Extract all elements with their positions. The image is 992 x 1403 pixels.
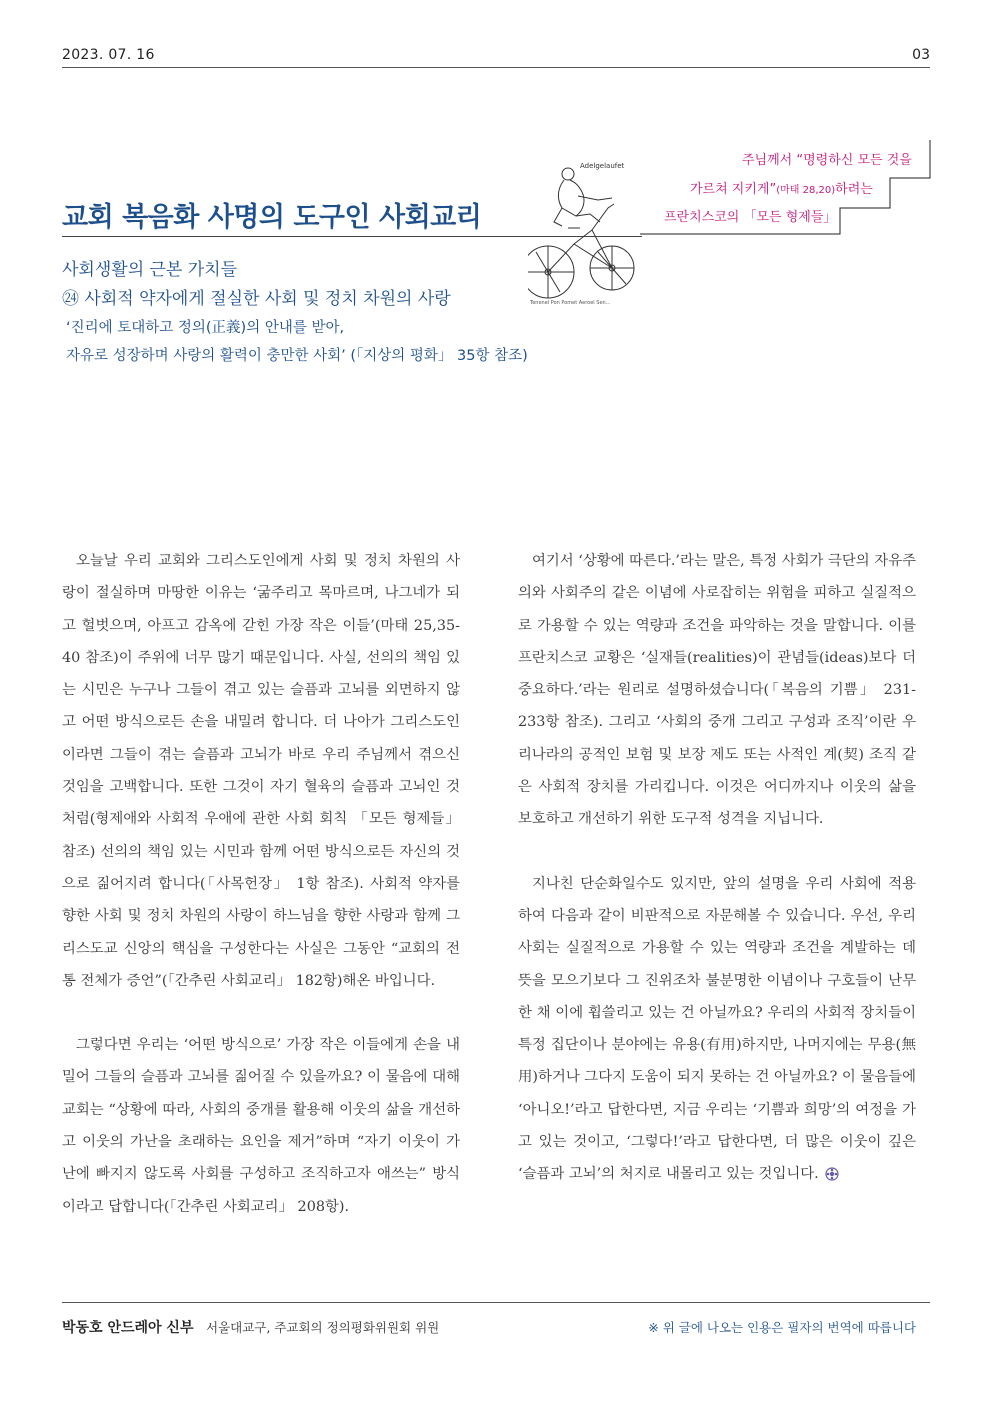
- author-role: 서울대교구, 주교회의 정의평화위원회 위원: [206, 1320, 440, 1335]
- body-paragraph-4-wrap: [518, 868, 916, 1191]
- body-paragraph-2: 그렇다면 우리는 ‘어떤 방식으로’ 가장 작은 이들에게 손을 내밀어 그들의 슬픔과 고뇌를 짊어질 수 있을까요? 이 물음에 대해 교회는 “상황에 따라, 사회의 중개를 활용해 이웃의 삶을 개선하고 이웃의 가난을 초래하는 요인을 제거”하며 “자기 이웃이 가난에 빠지지 않도록 사회를 구성하고 조직하고자 애쓰는” 방식이라고 답합니다(「간추린 사회교리」 208항).: [62, 1037, 460, 1215]
- body-column-left: [62, 545, 460, 1255]
- header-date: 2023. 07. 16: [62, 47, 155, 63]
- stair-text-line-3: 프란치스코의 「모든 형제들」: [664, 210, 837, 225]
- stair-text-line-2-main: 가르쳐 지키게”: [690, 182, 777, 197]
- footer-rule: [62, 1302, 930, 1303]
- stair-callout: [640, 140, 940, 240]
- header-rule: [62, 67, 930, 68]
- illustration-caption: Adelgelaufet: [580, 162, 625, 170]
- subtitle-topic: ㉔ 사회적 약자에게 절실한 사회 및 정치 차원의 사랑: [62, 289, 451, 309]
- quote-line-2: 자유로 성장하며 사랑의 활력이 충만한 사회’ (「지상의 평화」 35항 참조): [66, 348, 528, 364]
- stair-text-line-1: 주님께서 “명령하신 모든 것을: [742, 153, 912, 168]
- body-paragraph-1: 오늘날 우리 교회와 그리스도인에게 사회 및 정치 차원의 사랑이 절실하며 마땅한 이유는 ‘굶주리고 목마르며, 나그네가 되고 헐벗으며, 아프고 감옥에 갇힌 가장 작은 이들’(마태 25,35-40 참조)이 주위에 너무 많기 때문입니다. 사실, 선의의 책임 있는 시민은 누구나 그들이 겪고 있는 슬픔과 고뇌를 외면하지 않고 어떤 방식으로든 손을 내밀려 합니다. 더 나아가 그리스도인이라면 그들이 겪는 슬픔과 고뇌가 바로 우리 주님께서 겪으신 것임을 고백합니다. 또한 그것이 자기 혈육의 슬픔과 고뇌인 것처럼(형제애와 사회적 우애에 관한 사회 회칙 「모든 형제들」 참조) 선의의 책임 있는 시민과 함께 어떤 방식으로든 자신의 것으로 짊어지려 합니다(「사목헌장」 1항 참조). 사회적 약자를 향한 사회 및 정치 차원의 사랑이 하느님을 향한 사랑과 함께 그리스도교 신앙의 핵심을 구성한다는 사실은 그동안 “교회의 전통 전체가 증언”(「간추린 사회교리」 182항)해온 바입니다.: [62, 553, 460, 989]
- bicycle-rider-illustration: [528, 152, 638, 310]
- stair-text-line-2-ref: (마태 28,20): [776, 185, 836, 196]
- stair-text-line-2-end: 하려는: [835, 182, 873, 197]
- stair-text-line-2: [690, 178, 873, 197]
- body-paragraph-3: 여기서 ‘상황에 따른다.’라는 말은, 특정 사회가 극단의 자유주의와 사회주의 같은 이념에 사로잡히는 위험을 피하고 실질적으로 가용할 수 있는 역량과 조건을 파악하는 것을 말합니다. 이를 프란치스코 교황은 ‘실재들(realities)이 관념들(ideas)보다 더 중요하다.’라는 원리로 설명하셨습니다(「복음의 기쁨」 231-233항 참조). 그리고 ‘사회의 중개 그리고 구성과 조직’이란 우리나라의 공적인 보험 및 보장 제도 또는 사적인 계(契) 조직 같은 사회적 장치를 가리킵니다. 이것은 어디까지나 이웃의 삶을 보호하고 개선하기 위한 도구적 성격을 지닙니다.: [518, 553, 916, 828]
- page-number: 03: [912, 47, 930, 63]
- body-column-right: [518, 545, 916, 1223]
- illustration-note: Tenenel Pon Pomet Aeroel Sen...: [530, 300, 611, 306]
- translation-note: ※ 위 글에 나오는 인용은 필자의 번역에 따릅니다: [648, 1320, 916, 1335]
- article-title: 교회 복음화 사명의 도구인 사회교리: [62, 202, 482, 233]
- quote-line-1: ‘진리에 토대하고 정의(正義)의 안내를 받아,: [66, 320, 345, 336]
- body-paragraph-4: 지나친 단순화일수도 있지만, 앞의 설명을 우리 사회에 적용하여 다음과 같이 비판적으로 자문해볼 수 있습니다. 우선, 우리 사회는 실질적으로 가용할 수 있는 역량과 조건을 계발하는 데 뜻을 모으기보다 그 진위조차 불분명한 이념이나 구호들이 난무한 채 이에 휩쓸리고 있는 건 아닐까요? 우리의 사회적 장치들이 특정 집단이나 분야에는 유용(有用)하지만, 나머지에는 무용(無用)하거나 그다지 도움이 되지 못하는 건 아닐까요? 이 물음들에 ‘아니오!’라고 답한다면, 지금 우리는 ‘기쁨과 희망’의 여정을 가고 있는 것이고, ‘그렇다!’라고 답한다면, 더 많은 이웃이 깊은 ‘슬픔과 고뇌’의 처지로 내몰리고 있는 것입니다.: [518, 875, 916, 1183]
- author-name: 박동호 안드레아 신부: [62, 1320, 194, 1336]
- flower-end-icon: [825, 1167, 839, 1181]
- subtitle-values: 사회생활의 근본 가치들: [62, 260, 238, 280]
